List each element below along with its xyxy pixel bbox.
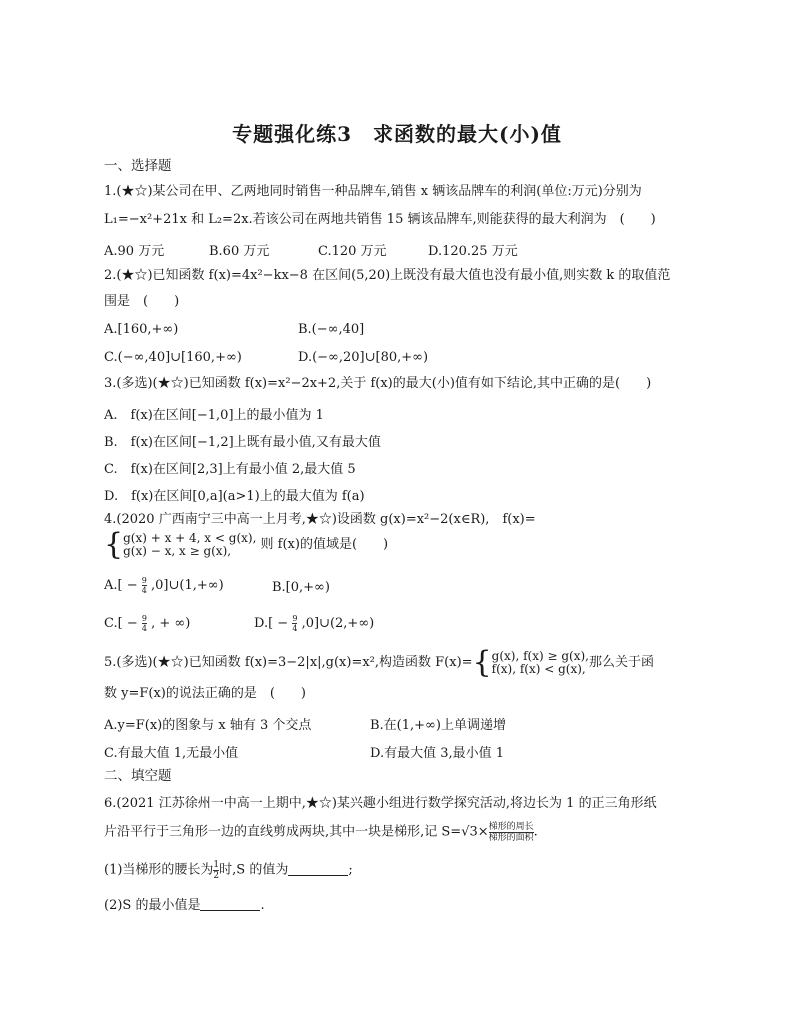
q6-sub2: [104, 898, 265, 914]
frac-den: 4: [141, 586, 147, 595]
q4-option-a-post: ,0]∪(1,+∞): [151, 578, 224, 593]
q3-option-c: C. f(x)在区间[2,3]上有最小值 2,最大值 5: [104, 462, 356, 477]
q3-option-a: A. f(x)在区间[−1,0]上的最小值为 1: [104, 408, 324, 423]
q6-sub1-post: 时,S 的值为: [219, 862, 289, 878]
q1-option-b: B.60 万元: [209, 244, 270, 259]
q4-option-c-frac: [142, 614, 147, 633]
q4-piece1: g(x) + x + 4, x < g(x),: [123, 531, 257, 545]
frac-num: 9: [292, 614, 298, 623]
q6-line2-end: .: [533, 824, 538, 840]
q1-line2: L₁=−x²+21x 和 L₂=2x.若该公司在两地共销售 15 辆该品牌车,则能获得的最大利润为 ( ): [104, 212, 656, 227]
q6-fraction: [489, 822, 534, 843]
q4-option-c-pre: C.[ −: [104, 616, 138, 631]
page-title: 专题强化练3 求函数的最大(小)值: [232, 122, 562, 146]
q3-line1: 3.(多选)(★☆)已知函数 f(x)=x²−2x+2,关于 f(x)的最大(小)值有如下结论,其中正确的是( ): [104, 376, 652, 391]
q2-option-a: A.[160,+∞): [104, 322, 179, 337]
q5-option-c: C.有最大值 1,无最小值: [104, 746, 239, 761]
frac-den: 梯形的面积: [488, 833, 534, 843]
q4-option-c: [104, 614, 190, 633]
q5-piece2: f(x), f(x) < g(x),: [491, 662, 586, 676]
q4-option-a-frac: [142, 576, 147, 595]
section-heading-fill: 二、填空题: [104, 768, 172, 784]
q2-line1: 2.(★☆)已知函数 f(x)=4x²−kx−8 在区间(5,20)上既没有最大值也没有最小值,则实数 k 的取值范: [104, 268, 671, 283]
q4-piecewise: [104, 527, 389, 564]
q5-line1: [104, 645, 654, 682]
q6-sub2-pre: (2)S 的最小值是: [104, 898, 201, 913]
q1-option-c: C.120 万元: [318, 244, 387, 259]
q5-option-d: D.有最大值 3,最小值 1: [370, 746, 505, 761]
q2-option-c: C.(−∞,40]∪[160,+∞): [104, 350, 242, 365]
q6-sub1-end: ;: [348, 862, 353, 878]
q2-option-d: D.(−∞,20]∪[80,+∞): [298, 350, 429, 365]
frac-den: 4: [141, 624, 147, 633]
q4-option-d-post: ,0]∪(2,+∞): [301, 616, 375, 631]
q1-line1: 1.(★☆)某公司在甲、乙两地同时销售一种品牌车,销售 x 辆该品牌车的利润(单位:万元)分别为: [104, 184, 642, 199]
q4-option-b: B.[0,+∞): [272, 580, 330, 595]
q6-sub1: [104, 860, 353, 884]
q4-option-a-pre: A.[ −: [104, 578, 138, 593]
q4-option-d-pre: D.[ −: [254, 616, 289, 631]
q6-sub1-pre: (1)当梯形的腰长为: [104, 862, 214, 878]
q1-option-a: A.90 万元: [104, 244, 165, 259]
brace-icon: {: [472, 645, 492, 680]
q4-piece2: g(x) − x, x ≥ g(x),: [123, 544, 232, 558]
q4-line1: 4.(2020 广西南宁三中高一上月考,★☆)设函数 g(x)=x²−2(x∈R), f(x)=: [104, 512, 536, 527]
answer-blank-2[interactable]: [200, 898, 260, 911]
q4-option-d: [254, 614, 374, 633]
q6-sub2-end: .: [260, 898, 265, 913]
q4-option-d-frac: [292, 614, 297, 633]
q6-line2-text: 片沿平行于三角形一边的直线剪成两块,其中一块是梯形,记 S=√3×: [104, 824, 489, 840]
q5-line1-text: 5.(多选)(★☆)已知函数 f(x)=3−2|x|,g(x)=x²,构造函数 F(x)=: [104, 655, 473, 670]
q2-line2: 围是 ( ): [104, 294, 180, 309]
q4-piece-cases: [123, 532, 256, 558]
q4-option-c-post: , + ∞): [151, 616, 191, 631]
frac-num: 9: [141, 576, 147, 585]
q6-line1: 6.(2021 江苏徐州一中高一上期中,★☆)某兴趣小组进行数学探究活动,将边长为 1 的正三角形纸: [104, 796, 657, 811]
q2-option-b: B.(−∞,40]: [298, 322, 365, 337]
frac-den: 2: [213, 871, 220, 881]
frac-num: 9: [141, 614, 147, 623]
q5-piece1: g(x), f(x) ≥ g(x),: [491, 649, 589, 663]
q5-piece-cases: [492, 650, 589, 676]
frac-num: 梯形的周长: [488, 822, 534, 832]
q5-option-b: B.在(1,+∞)上单调递增: [370, 718, 506, 733]
q6-line2: [104, 822, 538, 846]
answer-blank-1[interactable]: [288, 863, 348, 876]
frac-den: 4: [292, 624, 298, 633]
q1-option-d: D.120.25 万元: [428, 244, 518, 259]
frac-num: 1: [213, 860, 220, 870]
q5-line2: 数 y=F(x)的说法正确的是 ( ): [104, 686, 307, 701]
q4-tail: 则 f(x)的值域是( ): [260, 537, 389, 552]
q5-option-a: A.y=F(x)的图象与 x 轴有 3 个交点: [104, 718, 312, 733]
q5-tail: 那么关于函: [588, 655, 654, 670]
q3-option-b: B. f(x)在区间[−1,2]上既有最小值,又有最大值: [104, 435, 381, 450]
q3-option-d: D. f(x)在区间[0,a](a>1)上的最大值为 f(a): [104, 489, 365, 504]
brace-icon: {: [104, 527, 124, 562]
section-heading-choice: 一、选择题: [104, 158, 172, 174]
q4-option-a: [104, 576, 224, 595]
